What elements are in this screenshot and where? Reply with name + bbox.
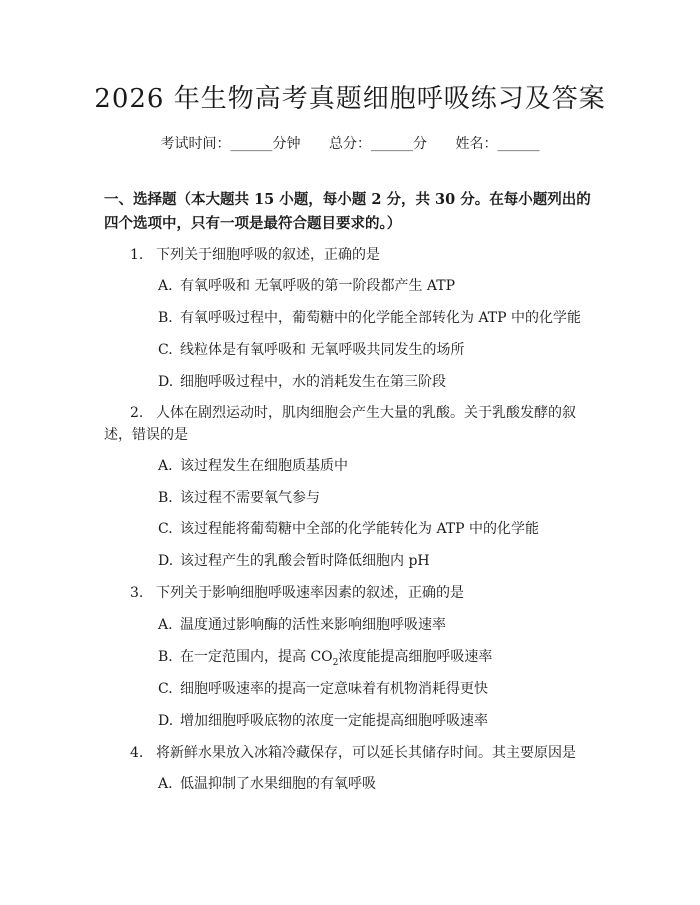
option-key: A. [158, 776, 173, 792]
option-text-post: 浓度能提高细胞呼吸速率 [338, 649, 493, 665]
section-heading: 一、选择题（本大题共 15 小题，每小题 2 分，共 30 分。在每小题列出的四个选项中，只有一项是最符合题目要求的。） [104, 191, 591, 232]
option-key: B. [158, 649, 173, 665]
question-stem: 人体在剧烈运动时，肌肉细胞会产生大量的乳酸。关于乳酸发酵的叙述，错误的是 [104, 405, 576, 443]
option-key: C. [158, 681, 173, 697]
option-text: 该过程产生的乳酸会暂时降低细胞内 pH [180, 553, 430, 569]
option-1b [158, 307, 581, 329]
exam-time: 考试时间：______分钟 [160, 136, 301, 152]
question-number: 1. [130, 247, 144, 263]
option-text: 细胞呼吸过程中，水的消耗发生在第三阶段 [180, 374, 446, 390]
option-text: 该过程发生在细胞质基质中 [180, 458, 348, 474]
question-number: 2. [130, 405, 144, 421]
option-key: B. [158, 490, 173, 506]
option-text: 温度通过影响酶的活性来影响细胞呼吸速率 [180, 617, 446, 633]
option-2c [158, 518, 539, 540]
option-text-pre: 在一定范围内，提高 CO [180, 649, 333, 665]
option-key: C. [158, 521, 173, 537]
question-stem: 将新鲜水果放入冰箱冷藏保存，可以延长其储存时间。其主要原因是 [156, 745, 576, 761]
option-3d [158, 710, 488, 732]
question-1 [130, 244, 380, 266]
option-1c [158, 339, 464, 361]
option-1a [158, 275, 455, 297]
option-1d [158, 371, 446, 393]
option-2a [158, 455, 348, 477]
option-text: 有氧呼吸和 无氧呼吸的第一阶段都产生 ATP [180, 278, 456, 294]
page-title: 2026 年生物高考真题细胞呼吸练习及答案 [94, 84, 606, 114]
option-2d [158, 550, 430, 572]
option-key: A. [158, 278, 173, 294]
question-stem: 下列关于细胞呼吸的叙述，正确的是 [156, 247, 380, 263]
exam-meta [0, 133, 700, 153]
option-text-sub: 2 [332, 657, 339, 668]
option-text: 该过程能将葡萄糖中全部的化学能转化为 ATP 中的化学能 [180, 521, 540, 537]
option-key: A. [158, 458, 173, 474]
option-key: D. [158, 553, 174, 569]
question-3 [130, 582, 464, 604]
question-stem: 下列关于影响细胞呼吸速率因素的叙述，正确的是 [156, 585, 464, 601]
question-4 [130, 742, 576, 764]
option-key: D. [158, 713, 174, 729]
option-text: 该过程不需要氧气参与 [180, 490, 320, 506]
option-3a [158, 614, 446, 636]
option-3b [158, 646, 492, 674]
question-number: 4. [130, 745, 144, 761]
exam-name: 姓名：______ [455, 136, 540, 152]
option-key: A. [158, 617, 173, 633]
option-text: 细胞呼吸速率的提高一定意味着有机物消耗得更快 [180, 681, 488, 697]
option-text: 增加细胞呼吸底物的浓度一定能提高细胞呼吸速率 [180, 713, 488, 729]
option-key: B. [158, 310, 173, 326]
option-text: 有氧呼吸过程中，葡萄糖中的化学能全部转化为 ATP 中的化学能 [180, 310, 582, 326]
option-key: D. [158, 374, 174, 390]
exam-score: 总分：______分 [329, 136, 427, 152]
option-2b [158, 487, 320, 509]
option-3c [158, 678, 488, 700]
question-2 [104, 402, 594, 446]
option-text: 线粒体是有氧呼吸和 无氧呼吸共同发生的场所 [180, 342, 465, 358]
option-text: 低温抑制了水果细胞的有氧呼吸 [180, 776, 376, 792]
option-key: C. [158, 342, 173, 358]
option-4a [158, 773, 376, 795]
question-number: 3. [130, 585, 144, 601]
